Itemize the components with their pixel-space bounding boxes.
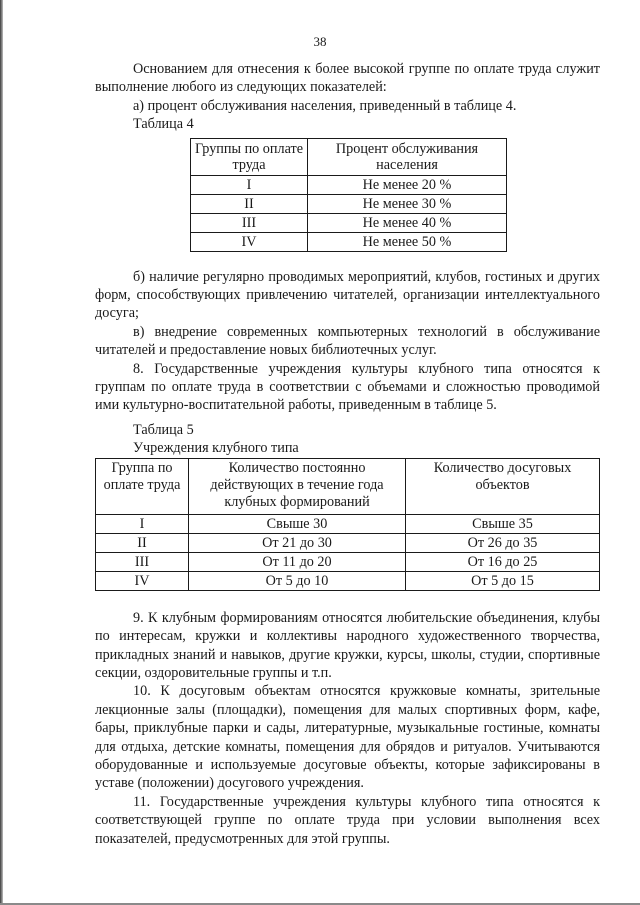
item-b: б) наличие регулярно проводимых мероприятий, клубов, гостиных и других форм, способствующих привлечению читателей, организации интеллектуального досуга; xyxy=(95,268,600,322)
table5-header-formations: Количество постоянно действующих в течение года клубных формирований xyxy=(189,458,406,514)
table-row xyxy=(96,533,600,552)
table-row xyxy=(96,552,600,571)
table5-cell-group: II xyxy=(96,533,189,552)
table5-cell-objects: От 16 до 25 xyxy=(406,552,600,571)
table5-cell-formations: От 21 до 30 xyxy=(189,533,406,552)
scan-edge-left xyxy=(0,0,3,905)
table4-cell-group: II xyxy=(191,194,308,213)
table4-cell-percent: Не менее 30 % xyxy=(308,194,507,213)
table4-cell-group: III xyxy=(191,213,308,232)
intro-paragraph: Основанием для отнесения к более высокой группе по оплате труда служит выполнение любого из следующих показателей: xyxy=(95,61,600,96)
table-row xyxy=(191,213,507,232)
table5-caption: Таблица 5 xyxy=(133,421,194,438)
table5-cell-group: IV xyxy=(96,571,189,590)
paragraph-9: 9. К клубным формированиям относятся любительские объединения, клубы по интересам, кружки и коллективы народного художественного творчества, прикладных знаний и навыков, другие кружки, курсы, школы, студии, спортивные секции, оздоровительные группы и т.п. xyxy=(95,609,600,681)
table4-caption: Таблица 4 xyxy=(133,116,194,133)
table5-header-objects: Количество досуговых объектов xyxy=(406,458,600,514)
table4-cell-percent: Не менее 40 % xyxy=(308,213,507,232)
table5-cell-formations: Свыше 30 xyxy=(189,514,406,533)
table5-cell-objects: Свыше 35 xyxy=(406,514,600,533)
table4-header-percent: Процент обслуживания населения xyxy=(308,138,507,175)
paragraph-10: 10. К досуговым объектам относятся кружковые комнаты, зрительные лекционные залы (площадки), помещения для малых спортивных форм, кафе, бары, приклубные парки и сады, литературные, музыкальные гостиные, комнаты для отдыха, детские комнаты, помещения для обрядов и ритуалов. Учитываются оборудованные и используемые досуговые объекты, которые зафиксированы в уставе (положении) досугового учреждения. xyxy=(95,683,600,792)
table4-cell-group: IV xyxy=(191,232,308,251)
table5-cell-group: I xyxy=(96,514,189,533)
table-row xyxy=(191,232,507,251)
table5-cell-formations: От 5 до 10 xyxy=(189,571,406,590)
table4-header-row xyxy=(191,138,507,175)
table4-cell-group: I xyxy=(191,175,308,194)
table4-cell-percent: Не менее 20 % xyxy=(308,175,507,194)
page-number: 38 xyxy=(313,34,327,49)
table-row xyxy=(191,175,507,194)
table5-cell-objects: От 5 до 15 xyxy=(406,571,600,590)
table4-cell-percent: Не менее 50 % xyxy=(308,232,507,251)
table-row xyxy=(96,571,600,590)
table-4 xyxy=(190,138,507,252)
table5-header-group: Группа по оплате труда xyxy=(96,458,189,514)
paragraph-8: 8. Государственные учреждения культуры клубного типа относятся к группам по оплате труда в соответствии с объемами и сложностью проводимой ими культурно-воспитательной работы, приведенным в таблице 5. xyxy=(95,360,600,414)
table-row xyxy=(191,194,507,213)
table-5 xyxy=(95,458,600,591)
table-row xyxy=(96,514,600,533)
table5-title: Учреждения клубного типа xyxy=(133,440,299,457)
table4-header-group: Группы по оплате труда xyxy=(191,138,308,175)
item-v: в) внедрение современных компьютерных технологий в обслуживание читателей и предоставление новых библиотечных услуг. xyxy=(95,323,600,359)
paragraph-11: 11. Государственные учреждения культуры клубного типа относятся к соответствующей группе по оплате труда при условии выполнения всех показателей, предусмотренных для этой группы. xyxy=(95,793,600,847)
table5-cell-objects: От 26 до 35 xyxy=(406,533,600,552)
document-body xyxy=(95,60,600,848)
table5-cell-group: III xyxy=(96,552,189,571)
table5-cell-formations: От 11 до 20 xyxy=(189,552,406,571)
table5-header-row xyxy=(96,458,600,514)
item-a: а) процент обслуживания населения, приведенный в таблице 4. xyxy=(133,97,517,114)
